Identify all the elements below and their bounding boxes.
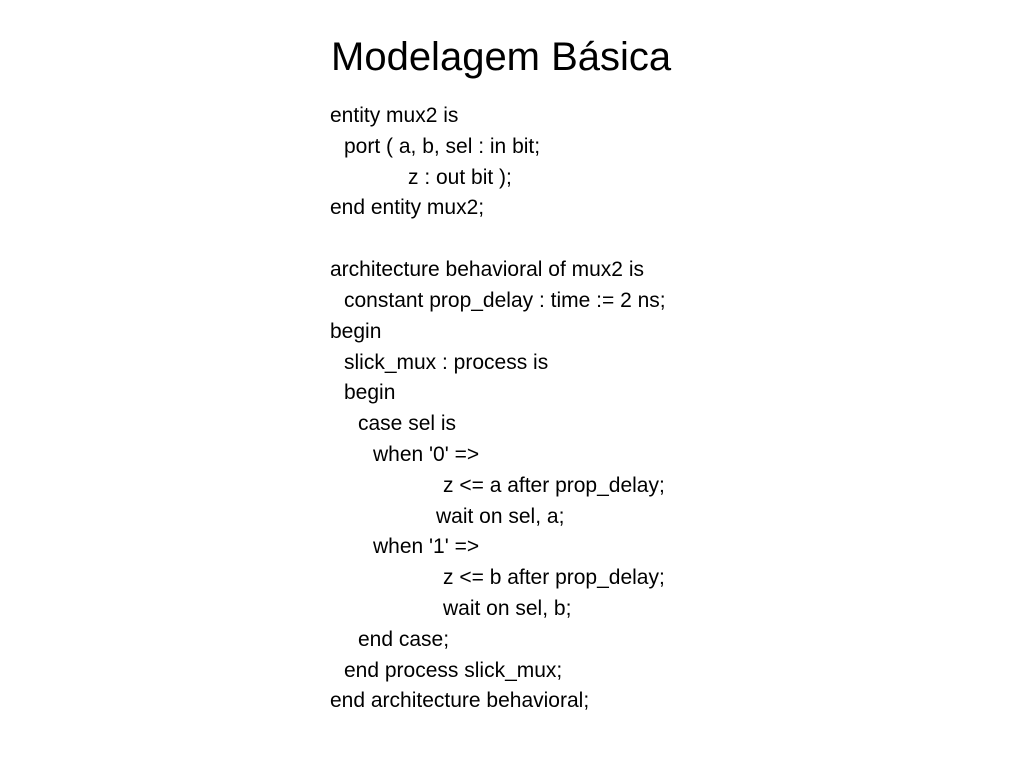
code-line: end process slick_mux; (344, 658, 563, 682)
code-line: z <= a after prop_delay; (443, 473, 665, 497)
code-line: z <= b after prop_delay; (443, 566, 665, 590)
code-line: entity mux2 is (330, 104, 459, 127)
code-line: architecture behavioral of mux2 is (330, 258, 644, 282)
code-line: wait on sel, a; (436, 504, 565, 528)
code-line: constant prop_delay : time := 2 ns; (344, 288, 666, 312)
code-line: wait on sel, b; (443, 596, 572, 620)
code-line: end architecture behavioral; (330, 689, 590, 713)
code-line: slick_mux : process is (344, 350, 549, 374)
code-line: port ( a, b, sel : in bit; (344, 134, 541, 158)
code-line-blank (330, 224, 666, 255)
vhdl-code-block (330, 101, 666, 717)
code-line: end case; (358, 627, 450, 651)
slide-title: Modelagem Básica (331, 35, 672, 79)
code-line: when '0' => (373, 442, 480, 466)
code-line: when '1' => (373, 535, 480, 559)
code-line: begin (330, 319, 382, 343)
code-line: begin (344, 381, 396, 405)
code-line: end entity mux2; (330, 196, 485, 220)
code-line: z : out bit ); (408, 165, 512, 189)
code-line: case sel is (358, 412, 457, 436)
